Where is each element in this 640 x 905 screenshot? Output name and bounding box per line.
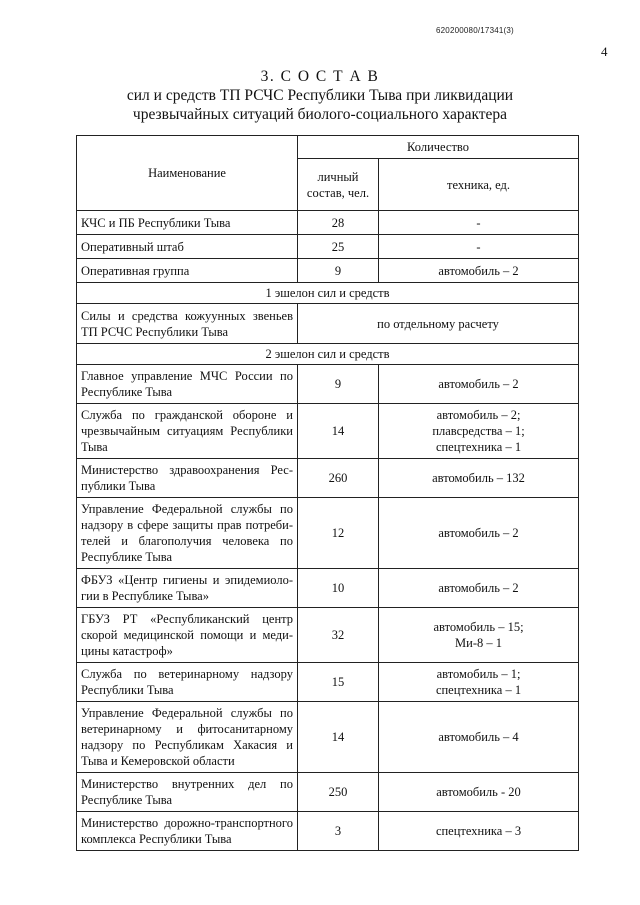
table-row xyxy=(77,259,579,283)
row-equipment: автомобиль – 2 xyxy=(379,365,579,404)
row-personnel: 32 xyxy=(298,608,379,663)
row-personnel: 10 xyxy=(298,569,379,608)
row-equipment: автомобиль – 132 xyxy=(379,459,579,498)
row-equipment xyxy=(379,608,579,663)
row-personnel: 14 xyxy=(298,404,379,459)
table-row xyxy=(77,773,579,812)
table-section-echelon1 xyxy=(77,283,579,304)
row-equipment: автомобиль - 20 xyxy=(379,773,579,812)
table-row xyxy=(77,608,579,663)
row-personnel: 28 xyxy=(298,211,379,235)
row-personnel: 25 xyxy=(298,235,379,259)
table-row xyxy=(77,365,579,404)
row-personnel: 9 xyxy=(298,365,379,404)
table-row xyxy=(77,459,579,498)
title-subtitle-line1: сил и средств ТП РСЧС Республики Тыва при ликвидации xyxy=(126,87,514,104)
header-quantity: Количество xyxy=(298,136,579,159)
header-personnel: личный состав, чел. xyxy=(298,159,379,211)
row-equipment xyxy=(379,663,579,702)
table-row xyxy=(77,235,579,259)
row-equipment xyxy=(379,404,579,459)
table-section-c xyxy=(77,365,579,851)
row-equipment: автомобиль – 4 xyxy=(379,702,579,773)
row-name: Министерство здравоохранения Рес-публики Тыва xyxy=(77,459,298,498)
row-name: Служба по ветеринарному надзору Республики Тыва xyxy=(77,663,298,702)
equipment-line: спецтехника – 1 xyxy=(435,683,522,697)
row-name: Служба по гражданской обороне и чрезвычайным ситуациям Республики Тыва xyxy=(77,404,298,459)
row-personnel: 260 xyxy=(298,459,379,498)
equipment-line: автомобиль – 2; xyxy=(436,408,521,422)
row-name: Министерство дорожно-транспортного комплекса Республики Тыва xyxy=(77,812,298,851)
row-name: ГБУЗ РТ «Республиканский центр скорой медицинской помощи и меди-цины катастроф» xyxy=(77,608,298,663)
table-section-b xyxy=(77,304,579,344)
row-name: Главное управление МЧС России по Республике Тыва xyxy=(77,365,298,404)
row-name: КЧС и ПБ Республики Тыва xyxy=(77,211,298,235)
title-subtitle-line2: чрезвычайных ситуаций биолого-социального характера xyxy=(132,106,508,123)
row-name: Министерство внутренних дел по Республике Тыва xyxy=(77,773,298,812)
row-name: Оперативный штаб xyxy=(77,235,298,259)
equipment-line: Ми-8 – 1 xyxy=(455,636,502,650)
row-equipment: автомобиль – 2 xyxy=(379,569,579,608)
row-personnel: 12 xyxy=(298,498,379,569)
table-row xyxy=(77,663,579,702)
equipment-line: автомобиль – 15; xyxy=(433,620,524,634)
echelon-2-header: 2 эшелон сил и средств xyxy=(77,344,579,365)
row-name: Силы и средства кожуунных звеньев ТП РСЧС Республики Тыва xyxy=(77,304,298,344)
document-number: 620200080/17341(3) xyxy=(436,26,514,35)
row-quantity-merged: по отдельному расчету xyxy=(298,304,579,344)
row-personnel: 250 xyxy=(298,773,379,812)
row-name: Управление Федеральной службы по надзору в сфере защиты прав потреби-телей и благополучия человека по Республике Тыва xyxy=(77,498,298,569)
row-equipment: спецтехника – 3 xyxy=(379,812,579,851)
header-name: Наименование xyxy=(77,136,298,211)
row-personnel: 14 xyxy=(298,702,379,773)
page-number: 4 xyxy=(601,44,608,59)
table-row xyxy=(77,211,579,235)
table-row xyxy=(77,569,579,608)
table-section-echelon2 xyxy=(77,344,579,365)
table-row xyxy=(77,304,579,344)
row-name: ФБУЗ «Центр гигиены и эпидемиоло-гии в Республике Тыва» xyxy=(77,569,298,608)
table-row xyxy=(77,498,579,569)
equipment-line: плавсредства – 1; xyxy=(432,424,525,438)
row-equipment: автомобиль – 2 xyxy=(379,259,579,283)
table-section-a xyxy=(77,211,579,283)
row-personnel: 9 xyxy=(298,259,379,283)
row-equipment: - xyxy=(379,211,579,235)
table-row xyxy=(77,702,579,773)
table-row xyxy=(77,812,579,851)
equipment-line: автомобиль – 1; xyxy=(436,667,521,681)
row-equipment: автомобиль – 2 xyxy=(379,498,579,569)
row-personnel: 15 xyxy=(298,663,379,702)
header-equipment: техника, ед. xyxy=(379,159,579,211)
row-name: Управление Федеральной службы по ветеринарному и фитосанитарному надзору по Республикам Хакасия и Тыва и Кемеровской области xyxy=(77,702,298,773)
title-heading: 3. С О С Т А В xyxy=(260,68,380,85)
row-name: Оперативная группа xyxy=(77,259,298,283)
table-row xyxy=(77,404,579,459)
echelon-1-header: 1 эшелон сил и средств xyxy=(77,283,579,304)
row-equipment: - xyxy=(379,235,579,259)
table-header xyxy=(77,136,579,211)
forces-table xyxy=(76,135,579,851)
equipment-line: спецтехника – 1 xyxy=(435,440,522,454)
row-personnel: 3 xyxy=(298,812,379,851)
